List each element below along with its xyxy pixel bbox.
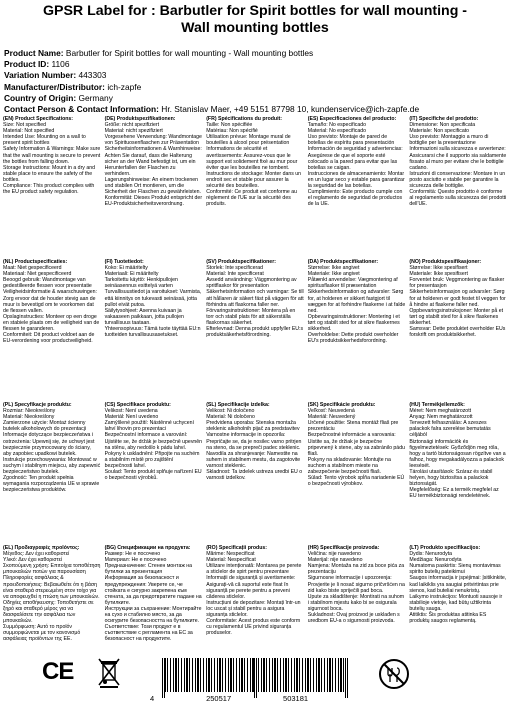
spec-nl xyxy=(1,259,103,391)
spec-heading: (SV) Produktspecifikationer: xyxy=(206,259,276,265)
spec-heading: (EN) Product Specifications: xyxy=(3,116,74,122)
barcode-lead-digit: 4 xyxy=(150,694,155,703)
spec-heading: (FI) Tuotetiedot: xyxy=(104,259,144,265)
title-line-2: Wall mounting bottles xyxy=(181,20,329,36)
spec-text: Koko: Ei määritelty Materiaali: Ei määritelty Tarkoitettu käyttö: Henkipullojen seinäasennus esittelyä varten Turvallisuustiedot ja varoitukset: Varmista, että kiinnitys on tukevasti seinässä, jotta pullot eivät putoa. Säilytysohjeet: Asenna kuivaan ja vakaaseen paikkaan, jotta pullojen turvallisuus taataan. Yhteensopivuus: Tämä tuote täyttää EU:n tuotteiden turvallisuusasetukset. xyxy=(104,265,202,339)
barcode-left-digits: 250517 xyxy=(206,694,232,703)
spec-text: Dydis: Nenurodyta Medžiaga: Nenurodyta Numatoma paskirtis: Sienų montavimas spirito butelių pateikimui Saugos informacija ir įspėjimai: Įsitikinkite, kad laikiklis yra saugiai pritvirtintas prie sienos, kad buteliai nenukristų. Laikymo instrukcijos: Montuoti sausoje ir stabilioje vietoje, kad būtų užtikrinta butelių sauga. Atitiktis: Šis produktas atitinka ES produktų saugos reglamentą. xyxy=(409,551,507,625)
product-id-value: 1106 xyxy=(51,59,70,70)
spec-text: Veľkosť: Neuvedená Materiál: Neuvedený Určené použitie: Stena montáž fliaš pre prezentáciu Bezpečnostné informácie a varovania: Uistite sa, že držiak je bezpečne pripevnený k stene, aby sa zabránilo pádu fliaš. Pokyny na skladovanie: Montujte na suchom a stabilnom mieste na zabezpečenie bezpečnosti fliaš. Súlad: Tento výrobok spĺňa nariadenie EÚ o bezpečnosti výrobkov. xyxy=(307,408,405,488)
country-of-origin-key: Country of Origin: xyxy=(4,92,77,103)
spec-text: Tamaño: No especificado Material: No especificado Uso previsto: Montaje de pared de botellas de espíritu para presentación Información de seguridad y advertencias: Asegúrese de que el soporte esté colocado a la pared para evitar que las botellas se caigan. Instrucciones de almacenamiento: Montar en un lugar seco y estable para garantizar la seguridad de las botellas. Cumplimiento: Este producto cumple con el reglamento de seguridad de productos de la UE. xyxy=(307,122,405,208)
spec-heading: (HR) Specifikacije proizvoda: xyxy=(307,545,380,551)
variation-number-value: 443303 xyxy=(78,70,107,81)
spec-en xyxy=(1,116,103,248)
spec-no xyxy=(407,259,509,391)
spec-text: Dimensione: Non specificata Materiale: Non specificato Uso previsto: Montaggio a muro di bottiglie per la presentazione Informazioni sulla sicurezza e avvertenze: Assicurarsi che il supporto sia saldamente fissato al muro per evitare che le bottiglie cadano. Istruzioni di conservazione: Montare in un posto asciutto e stabile per garantire la sicurezza delle bottiglie. Conformità: Questo prodotto è conforme al regolamento sulla sicurezza dei prodotti dell'UE. xyxy=(409,122,507,208)
spec-heading: (IT) Specifiche del prodotto: xyxy=(409,116,479,122)
spec-heading: (PL) Specyfikacje produktu: xyxy=(3,402,72,408)
spec-es xyxy=(306,116,408,248)
product-id-key: Product ID: xyxy=(4,59,50,70)
spec-heading: (SK) Špecifikácie produktu: xyxy=(307,402,376,408)
barcode-right-digits: 503181 xyxy=(283,694,309,703)
spec-fi xyxy=(103,259,205,391)
country-of-origin-value: Germany xyxy=(78,92,113,103)
product-info xyxy=(4,48,510,115)
spec-sl xyxy=(204,402,306,534)
spec-de xyxy=(103,116,205,248)
spec-heading: (NL) Productspecificaties: xyxy=(3,259,68,265)
spec-text: Size: Not specified Material: Not specified Intended Use: Mounting on a wall to present spirit bottles Safety Information & Warnings: Make sure that the wall mounting is secure to prevent the bottles from falling down. Storage Instructions: Mount in a dry and stable place to ensure the safety of the bottles. Compliance: This product complies with the EU product safety regulation. xyxy=(3,122,101,196)
country-of-origin-row xyxy=(4,93,510,104)
ce-mark: CE xyxy=(42,658,74,685)
contact-key: Contact Person & Contact Information: xyxy=(4,104,159,115)
spec-sv xyxy=(204,259,306,391)
spec-heading: (DE) Produktspezifikationen: xyxy=(104,116,176,122)
spec-text: Μέγεθος: Δεν έχει καθοριστεί Υλικό: Δεν έχει καθοριστεί Σκοπούμενη χρήση: Επιτοίχια τοποθέτηση μπουκαλιών ποτών για παρουσίαση Πληροφορίες ασφάλειας & προειδοποιήσεις: Βεβαιωθείτε ότι η βάση είναι σταθερά στερεωμένη στον τοίχο για να αποφευχθεί η πτώση των μπουκαλιών. Οδηγίες αποθήκευσης: Τοποθετήστε σε ξηρό και σταθερό μέρος για να διασφαλίσετε την ασφάλεια των μπουκαλιών. Συμμόρφωση: Αυτό το προϊόν συμμορφώνεται με τον κανονισμό ασφάλειας προϊόντων της ΕΕ. xyxy=(3,551,101,643)
spec-row-3 xyxy=(1,402,509,534)
spec-da xyxy=(306,259,408,391)
spec-it xyxy=(407,116,509,248)
barcode-bars xyxy=(162,658,348,692)
spec-heading: (HU) Termékjellemzők: xyxy=(409,402,465,408)
spec-cs xyxy=(103,402,205,534)
spec-text: Taille: Non spécifiée Matériau: Non spécifié Utilisation prévue: Montage mural de bouteilles à alcool pour présentation Informations de sécurité et avertissements: Assurez-vous que le support est solidement fixé au mur pour éviter que les bouteilles ne tombent. Instructions de stockage: Monter dans un endroit sec et stable pour assurer la sécurité des bouteilles. Conformité: Ce produit est conforme au règlement de l'UE sur la sécurité des produits. xyxy=(206,122,302,208)
variation-number-key: Variation Number: xyxy=(4,70,77,81)
spec-heading: (DA) Produktspecifikationer: xyxy=(307,259,379,265)
spec-heading: (LT) Produkto specifikacijos: xyxy=(409,545,481,551)
not-food-safe-icon xyxy=(378,658,410,690)
product-name-row xyxy=(4,48,510,59)
spec-text: Размер: Не е посочено Материал: Не е посочено Предназначение: Стенен монтаж на бутилки за презентация Информация за безопасност и предупреждения: Уверете се, че стойката е сигурно закрепена към стената, за да предотвратите падане на бутилките. Инструкции за съхранение: Монтирайте на сухо и стабилно място, за да осигурите безопасността на бутилките. Съответствие: Този продукт е в съответствие с регламента на ЕС за безопасност на продуктите. xyxy=(104,551,202,643)
spec-hu xyxy=(407,402,509,534)
spec-text: Méret: Nem meghatározott Anyag: Nem meghatározott Tervezett felhasználás: A szeszes palackok falra szerelése bemutatás céljából Biztonsági információk és figyelmeztetések: Győződjön meg róla, hogy a tartó biztonságosan rögzítve van a falhoz, hogy megakadályozza a palackok leesését. Tárolási utasítások: Száraz és stabil helyen, hogy biztosítsa a palackok biztonságát. Megfelelőség: Ez a termék megfelel az EU termékbiztonsági rendeletének. xyxy=(409,408,506,500)
spec-heading: (SL) Specifikacije izdelka: xyxy=(206,402,270,408)
product-name-value: Barbutler for Spirit bottles for wall mounting - Wall mounting bottles xyxy=(65,48,314,58)
spec-row-2 xyxy=(1,259,509,391)
contact-value: Hr. Stanislav Maer, +49 5151 87798 10, kundenservice@ich-zapfe.de xyxy=(161,104,420,115)
spec-sk xyxy=(306,402,408,534)
spec-text: Velikost: Ni določeno Material: Ni določeno Predvidena uporaba: Stenska montaža steklenic alkoholnih pijač za predstavitev Varnostne informacije in opozorila: Prepričajte se, da je nosilec varno pritrjen na steno, da se prepreči padec steklenic. Navodila za shranjevanje: Namestite na suhem in stabilnem mestu, da zagotovite varnost steklenic. Skladnost: Ta izdelek ustreza uredbi EU o varnosti izdelkov. xyxy=(206,408,303,482)
ean-barcode xyxy=(150,658,360,703)
barcode-digits xyxy=(150,694,360,703)
spec-grid xyxy=(1,116,509,677)
spec-fr xyxy=(204,116,306,248)
spec-text: Storlek: Inte specificerad Material: Inte specificerat Avsedd användning: Väggmontering av spritflaskor för presentation Säkerhetsinformation och varningar: Se till att hållaren är säkert fäst på väggen för att förhindra att flaskorna faller ner. Förvaringsinstruktioner: Montera på en torr och stabil plats för att säkerställa flaskornas säkerhet. Efterlevnad: Denna produkt uppfyller EU:s produktsäkerhetsförordning. xyxy=(206,265,304,339)
spec-text: Größe: nicht spezifiziert Material: nicht spezifiziert Vorgesehene Verwendung: Wandmontage von Spirituosenflaschen zur Präsentation Sicherheitsinformationen & Warnhinweise: Achten Sie darauf, dass die Halterung sicher an der Wand befestigt ist, um ein Herunterfallen der Flaschen zu verhindern. Lagerungshinweise: An einem trockenen und stabilen Ort montieren, um die Sicherheit der Flaschen zu gewährleisten. Konformität: Dieses Produkt entspricht der EU-Produktsicherheitsverordnung. xyxy=(104,122,203,208)
variation-number-row xyxy=(4,70,510,81)
spec-heading: (ES) Especificaciones del producto: xyxy=(307,116,397,122)
product-name-key: Product Name: xyxy=(4,48,64,58)
spec-heading: (FR) Spécifications du produit: xyxy=(206,116,282,122)
manufacturer-key: Manufacturer/Distributor: xyxy=(4,81,105,92)
spec-text: Mărime: Nespecificat Material: Nespecificat Utilizare intenționată: Montarea pe perete a sticlelor de spirt pentru prezentare Informații de siguranță și avertismente: Asigurați-vă că suportul este fixat în siguranță pe perete pentru a preveni căderea sticlelor. Instrucțiuni de depozitare: Montați într-un loc uscat și stabil pentru a asigura siguranța sticlelor. Conformitate: Acest produs este conform cu regulamentul UE privind siguranța produselor. xyxy=(206,551,302,637)
spec-heading: (RO) Specificații produs: xyxy=(206,545,268,551)
spec-heading: (EL) Προδιαγραφές προϊόντος: xyxy=(3,545,80,551)
spec-text: Maat: Niet gespecificeerd Materiaal: Niet gespecificeerd Beoogd gebruik: Wandmontage van gedestilleerde flessen voor presentatie Veiligheidsinformatie & waarschuwingen: Zorg ervoor dat de houder stevig aan de muur is bevestigd om te voorkomen dat de flessen vallen. Opslaginstructies: Monteer op een droge en stabiele plaats om de veiligheid van de flessen te garanderen. Conformiteit: Dit product voldoet aan de EU-verordening voor productveiligheid. xyxy=(3,265,100,345)
spec-text: Størrelse: Ikke spesifisert Materiale: Ikke spesifisert Forventet bruk: Veggmontering av flasker for presentasjon Sikkerhetsinformasjon og advarsler: Sørg for at holderen er godt festet til veggen for å hindre at flaskene faller ned. Oppbevaringsinstruksjoner: Monter på et tørt og stabilt sted for å sikre flaskenes sikkerhet. Samsvar: Dette produktet overholder EUs forskrift om produktsikkerhet. xyxy=(409,265,506,339)
contact-row xyxy=(4,104,510,115)
manufacturer-value: ich-zapfe xyxy=(107,81,142,92)
crossed-out-wheelie-bin-icon xyxy=(98,658,120,688)
label-footer xyxy=(40,658,470,720)
title-line-1: GPSR Label for : Barbutler for Spirit bottles for wall mounting - xyxy=(42,3,468,19)
spec-heading: (CS) Specifikace produktu: xyxy=(104,402,171,408)
spec-heading: (BG) Спецификации на продукта: xyxy=(104,545,191,551)
spec-text: Veličina: nije navedeno Materijal: nije navedeno Namjena: Montaža na zid za boce pića za prezentaciju Sigurnosne informacije i upozorenja: Provjerite je li nosač sigurno pričvršćen na zid kako biste spriječili pad boca. Upute za skladištenje: Montirati na suhom i stabilnom mjestu kako bi se osigurala sigurnost boca. Sukladnost: Ovaj proizvod je usklađen s uredbom EU-a o sigurnosti proizvoda. xyxy=(307,551,405,625)
spec-row-1 xyxy=(1,116,509,248)
spec-text: Rozmiar: Nieokreślony Materiał: Nieokreślony Zamierzone użycie: Montaż ścienny butelek alkoholowych do prezentacji Informacje dotyczące bezpieczeństwa i ostrzeżenia: Upewnij się, że uchwyt jest bezpiecznie przymocowany do ściany, aby zapobiec upadkowi butelek. Instrukcje przechowywania: Montować w suchym i stabilnym miejscu, aby zapewnić bezpieczeństwo butelek. Zgodność: Ten produkt spełnia wymagania rozporządzenia UE w sprawie bezpieczeństwa produktów. xyxy=(3,408,101,494)
spec-text: Velikost: Není uvedena Materiál: Není uvedeno Zamýšlené použití: Nástěnné uchycení lahví lihovin pro prezentaci Bezpečnostní informace a varování: Ujistěte se, že držák je bezpečně upevněn na stěnu, aby nedošlo k pádu lahví. Pokyny k uskladnění: Připojte na suchém a stabilním místě pro zajištění bezpečnosti lahví. Soulad: Tento produkt splňuje nařízení EU o bezpečnosti výrobků. xyxy=(104,408,203,482)
spec-text: Størrelse: Ikke angivet Materiale: Ikke angivet Påtænkt anvendelse: Vægmontering af spiritusflasker til præsentation Sikkerhedsinformation og advarsler: Sørg for, at holderen er sikkert fastgjort til væggen for at forhindre flaskerne i at falde ned. Opbevaringsinstruktioner: Montering i et tørt og stabilt sted for at sikre flaskernes sikkerhed. Overholdelse: Dette produkt overholder EU's produktsikkerhedsforordning. xyxy=(307,265,406,345)
product-id-row xyxy=(4,59,510,70)
spec-heading: (NO) Produktspesifikasjoner: xyxy=(409,259,482,265)
spec-pl xyxy=(1,402,103,534)
manufacturer-row xyxy=(4,82,510,93)
label-title xyxy=(0,0,510,37)
